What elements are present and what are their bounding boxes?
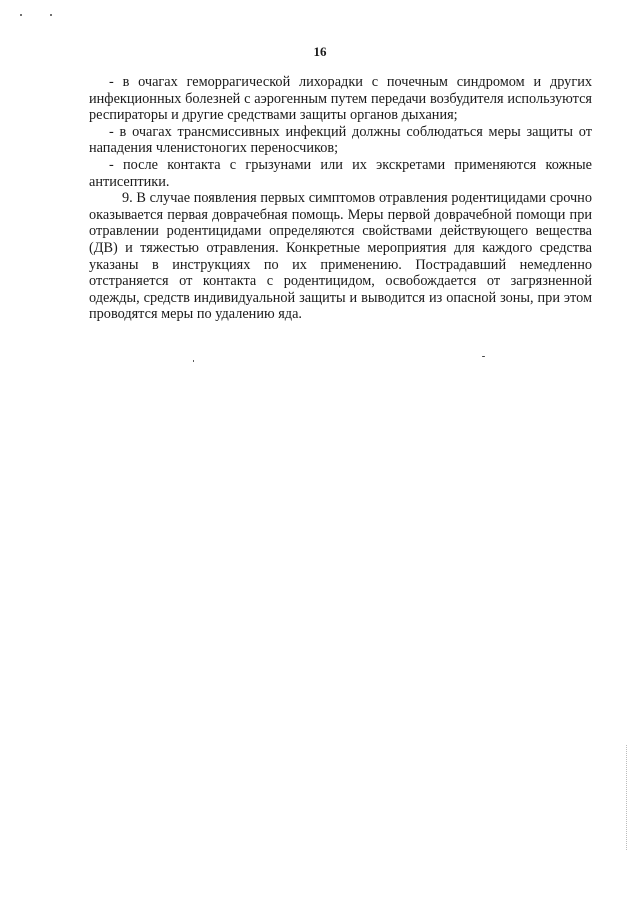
bullet-paragraph-hfrs: - в очагах геморрагической лихорадки с почечным синдромом и других инфекционных болезней с аэрогенным путем передачи возбудителя используются респираторы и другие средствами защиты органов дыхания; — [89, 74, 592, 124]
scan-speck — [482, 356, 485, 357]
document-body — [89, 74, 592, 323]
scan-speck — [50, 14, 52, 16]
section-9-paragraph: 9. В случае появления первых симптомов отравления родентицидами срочно оказывается первая доврачебная помощь. Меры первой доврачебной помощи при отравлении родентицидами определяются свойствами действующего вещества (ДВ) и тяжестью отравления. Конкретные мероприятия для каждого средства указаны в инструкциях по их применению. Пострадавший немедленно отстраняется от контакта с родентицидом, освобождается от загрязненной одежды, средств индивидуальной защиты и выводится из опасной зоны, при этом проводятся меры по удалению яда. — [89, 190, 592, 323]
bullet-paragraph-rodents: - после контакта с грызунами или их экскретами применяются кожные антисептики. — [89, 156, 592, 190]
bullet-paragraph-transmissible: - в очагах трансмиссивных инфекций должны соблюдаться меры защиты от нападения членистоногих переносчиков; — [89, 123, 592, 157]
scan-edge-noise — [626, 745, 628, 850]
page-number: 16 — [313, 44, 327, 59]
scan-speck — [193, 360, 194, 362]
scan-speck — [20, 14, 22, 16]
